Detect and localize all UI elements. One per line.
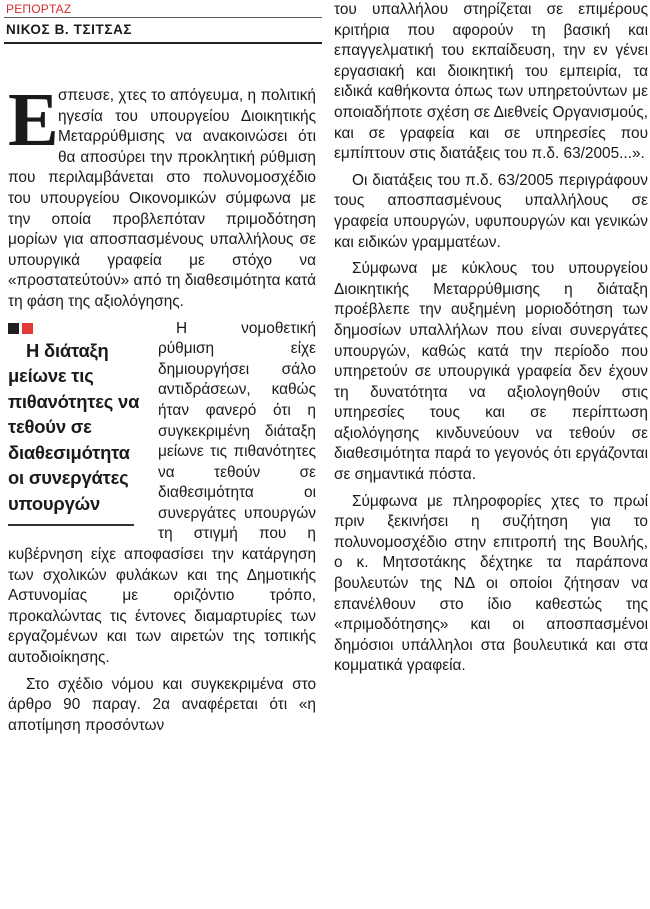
pull-quote-text: Η διάταξη μείωνε τις πιθανότητες να τεθούν σε διαθεσιμότητα οι συνεργάτες υπουργών — [8, 339, 140, 514]
paragraph-1-text: σπευσε, χτες το απόγευμα, η πολιτική ηγεσία του υπουργείου Διοικητικής Μεταρρύθμισης να ανακοινώσει ότι θα αποσύρει την προκλητική ρύθμιση που περιλαμβάνεται στο πολυνομοσχέδιο του υπουργείου Οικονομικών σύμφωνα με την οποία προβλεπόταν πριμοδότηση μορίων για αποσπασμένους υπαλλήλους σε υπουργικά γραφεία με στόχο να «προστατεύτούν» από τη διαθεσιμότητα κατά τη φάση της αξιολόγησης. — [8, 87, 317, 310]
section-label: ΡΕΠΟΡΤΑΖ — [6, 2, 72, 16]
author-divider — [4, 42, 322, 44]
marker-square-dark — [8, 323, 19, 334]
pull-quote-rule — [8, 524, 134, 526]
pull-quote — [8, 323, 146, 526]
paragraph-2-text: Η νομοθετική ρύθμιση είχε δημιουργήσει σάλο αντιδράσεων, καθώς ήταν φανερό ότι η συγκεκριμένη διάταξη μείωνε τις πιθανότητες να τεθούν σε διαθεσιμότητα οι συνεργάτες υπουργών τη στιγμή που η κυβέρνηση είχε αποφασίσει την κατάργηση των σχολικών φυλάκων και της Δημοτικής Αστυνομίας με οριζόντιο τρόπο, προκαλώντας τις έντονες διαμαρτυρίες των εργαζομένων και των αιρετών της τοπικής αυτοδιοίκησης. — [8, 319, 316, 667]
marker-square-red — [22, 323, 33, 334]
drop-cap: Ε — [8, 78, 59, 162]
paragraph-7: Σύμφωνα με πληροφορίες χτες το πρωί πριν ξεκινήσει η συζήτηση για το πολυνομοσχέδιο στην επιτροπή της Βουλής, ο κ. Μητσοτάκης δέχτηκε τα παράπονα βουλευτών της ΝΔ οι οποίοι ζήτησαν να επανέλθουν στο ίδιο καθεστώς της «πριμοδότησης» και οι αποσπασμένοι δημόσιοι υπάλληλοι στα βουλευτικά και στα κομματικά γραφεία. — [334, 492, 648, 675]
header-divider — [4, 17, 322, 18]
pull-quote-marker — [8, 323, 146, 334]
paragraph-3: Στο σχέδιο νόμου και συγκεκριμένα στο άρθρο 90 παραγ. 2α αναφέρεται ότι «η αποτίμηση προσόντων — [8, 675, 316, 734]
article-column-left — [8, 78, 317, 736]
paragraph-6: Σύμφωνα με κύκλους του υπουργείου Διοικητικής Μεταρρύθμισης η διάταξη προέβλεπε την αυξημένη μοριοδότηση των δημοσίων υπαλλήλων που είναι συνεργάτες υπουργών, καθώς κατά την περίοδο που υπηρετούν σε υπουργικά γραφεία δεν έχουν τη δυνατότητα να αξιολογηθούν στις υπηρεσίες τους και σε περίπτωση αξιολόγησης κινδυνεύουν να τεθούν σε διαθεσιμότητα παρά το γεγονός ότι εργάζονται σε σημαντικά πόστα. — [334, 260, 648, 484]
paragraph-2 — [8, 319, 316, 669]
paragraph-1 — [8, 78, 317, 313]
article-column-right — [334, 0, 648, 677]
paragraph-4: του υπαλλήλου στηρίζεται σε επιμέρους κριτήρια που αφορούν τη βασική και επαγγελματική του εκπαίδευση, την εν γένει εργασιακή και διοικητική του εμπειρία, τα ειδικά καθήκοντα όπως των υπηρετούντων με οποιαδήποτε σχέση σε Διεθνείς Οργανισμούς, και σε γραφεία και σε υπηρεσίες που εμπίπτουν στις διατάξεις του π.δ. 63/2005...». — [334, 1, 648, 163]
author-byline: ΝΙΚΟΣ Β. ΤΣΙΤΣΑΣ — [6, 22, 133, 37]
paragraph-5: Οι διατάξεις του π.δ. 63/2005 περιγράφουν τους αποσπασμένους υπαλλήλους σε γραφεία υπουργών, υφυπουργών και γενικών και ειδικών γραμματέων. — [334, 171, 648, 251]
